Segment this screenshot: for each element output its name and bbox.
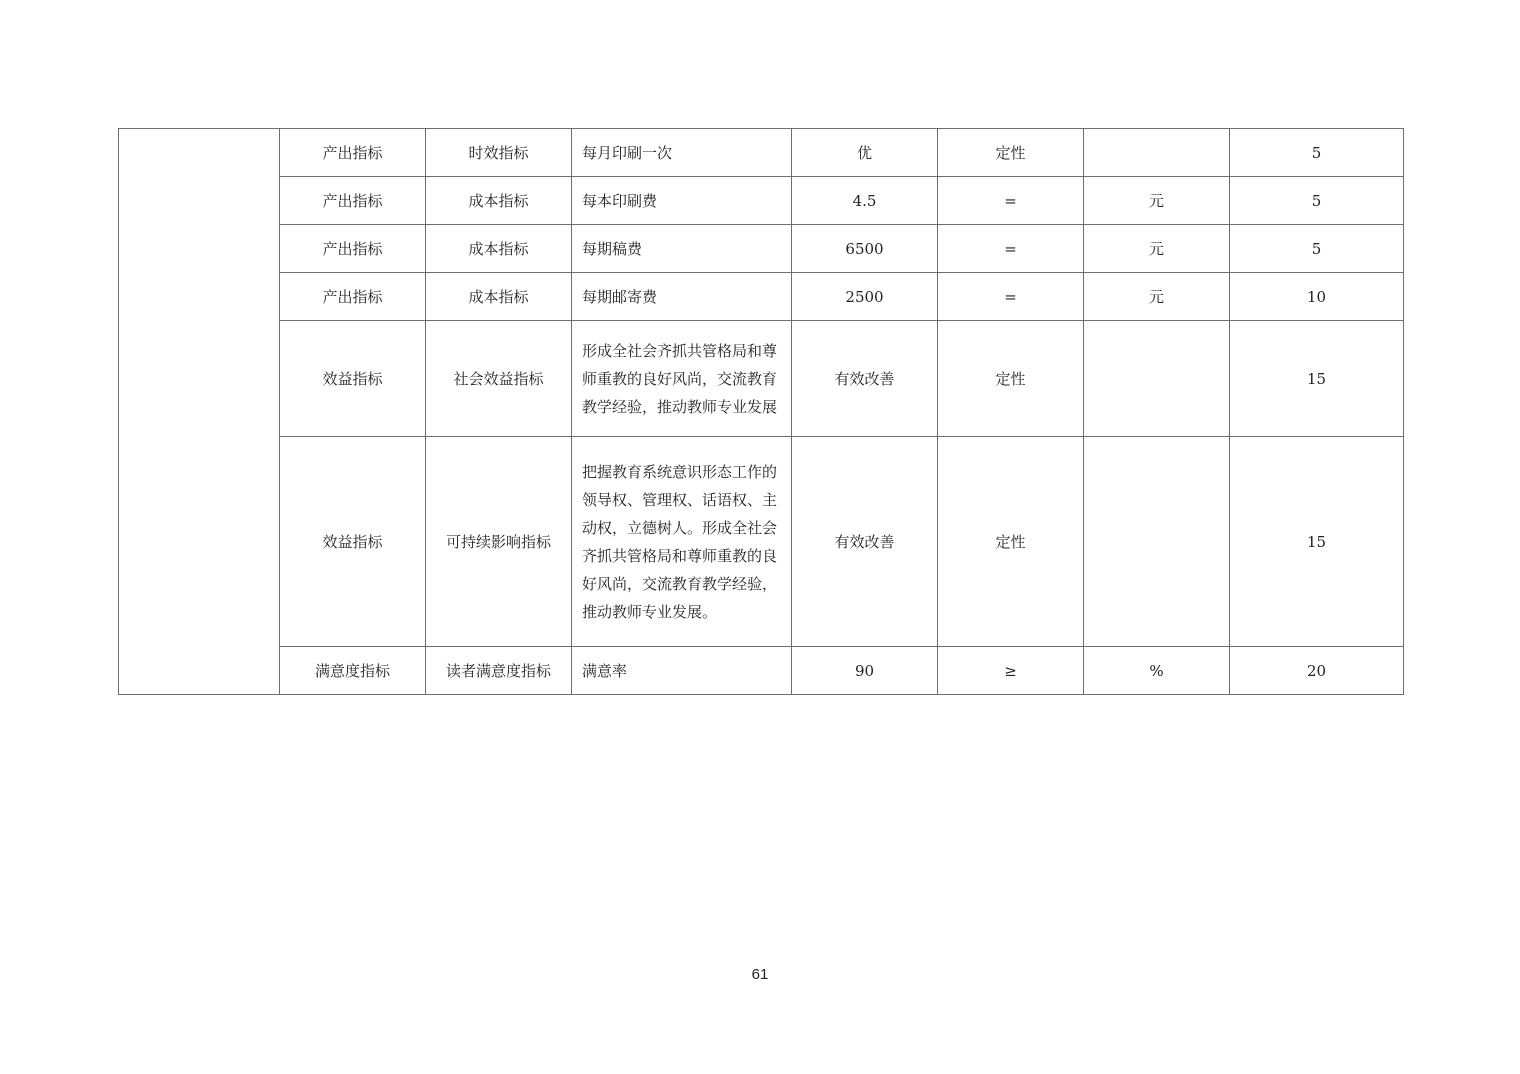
operator-cell: 定性 <box>938 437 1084 647</box>
level2-indicator-cell: 社会效益指标 <box>426 321 572 437</box>
level3-indicator-cell: 每期邮寄费 <box>572 273 792 321</box>
level2-indicator-cell: 可持续影响指标 <box>426 437 572 647</box>
level1-indicator-cell: 效益指标 <box>280 321 426 437</box>
indicator-value-cell: 90 <box>792 647 938 695</box>
level3-indicator-cell: 把握教育系统意识形态工作的领导权、管理权、话语权、主动权，立德树人。形成全社会齐抓共管格局和尊师重教的良好风尚，交流教育教学经验，推动教师专业发展。 <box>572 437 792 647</box>
performance-indicator-table <box>118 128 1404 695</box>
table-row <box>119 321 1404 437</box>
level1-indicator-cell: 产出指标 <box>280 225 426 273</box>
score-cell: 5 <box>1230 129 1404 177</box>
table-row <box>119 273 1404 321</box>
table-row <box>119 129 1404 177</box>
score-cell: 5 <box>1230 177 1404 225</box>
page-number: 61 <box>751 966 769 983</box>
level1-indicator-cell: 效益指标 <box>280 437 426 647</box>
level1-indicator-cell: 满意度指标 <box>280 647 426 695</box>
unit-cell: % <box>1084 647 1230 695</box>
indicator-value-cell: 2500 <box>792 273 938 321</box>
level2-indicator-cell: 时效指标 <box>426 129 572 177</box>
score-cell: 5 <box>1230 225 1404 273</box>
level2-indicator-cell: 成本指标 <box>426 273 572 321</box>
level3-indicator-cell: 每月印刷一次 <box>572 129 792 177</box>
level1-indicator-cell: 产出指标 <box>280 129 426 177</box>
level1-indicator-cell: 产出指标 <box>280 273 426 321</box>
score-cell: 15 <box>1230 321 1404 437</box>
unit-cell: 元 <box>1084 225 1230 273</box>
level2-indicator-cell: 成本指标 <box>426 225 572 273</box>
operator-cell: 定性 <box>938 321 1084 437</box>
operator-cell: = <box>938 273 1084 321</box>
indicator-value-cell: 有效改善 <box>792 321 938 437</box>
indicator-value-cell: 优 <box>792 129 938 177</box>
score-cell: 15 <box>1230 437 1404 647</box>
unit-cell <box>1084 321 1230 437</box>
unit-cell: 元 <box>1084 177 1230 225</box>
operator-cell: = <box>938 225 1084 273</box>
level1-indicator-cell: 产出指标 <box>280 177 426 225</box>
unit-cell <box>1084 437 1230 647</box>
table-row <box>119 437 1404 647</box>
operator-cell: 定性 <box>938 129 1084 177</box>
operator-cell: ≥ <box>938 647 1084 695</box>
table-row <box>119 225 1404 273</box>
level3-indicator-cell: 形成全社会齐抓共管格局和尊师重教的良好风尚，交流教育教学经验，推动教师专业发展 <box>572 321 792 437</box>
indicator-value-cell: 有效改善 <box>792 437 938 647</box>
indicator-value-cell: 4.5 <box>792 177 938 225</box>
level2-indicator-cell: 成本指标 <box>426 177 572 225</box>
indicator-value-cell: 6500 <box>792 225 938 273</box>
table-row <box>119 647 1404 695</box>
level3-indicator-cell: 每本印刷费 <box>572 177 792 225</box>
table-row <box>119 177 1404 225</box>
score-cell: 20 <box>1230 647 1404 695</box>
score-cell: 10 <box>1230 273 1404 321</box>
operator-cell: = <box>938 177 1084 225</box>
unit-cell <box>1084 129 1230 177</box>
level3-indicator-cell: 每期稿费 <box>572 225 792 273</box>
unit-cell: 元 <box>1084 273 1230 321</box>
level3-indicator-cell: 满意率 <box>572 647 792 695</box>
merged-project-cell <box>119 129 280 695</box>
level2-indicator-cell: 读者满意度指标 <box>426 647 572 695</box>
